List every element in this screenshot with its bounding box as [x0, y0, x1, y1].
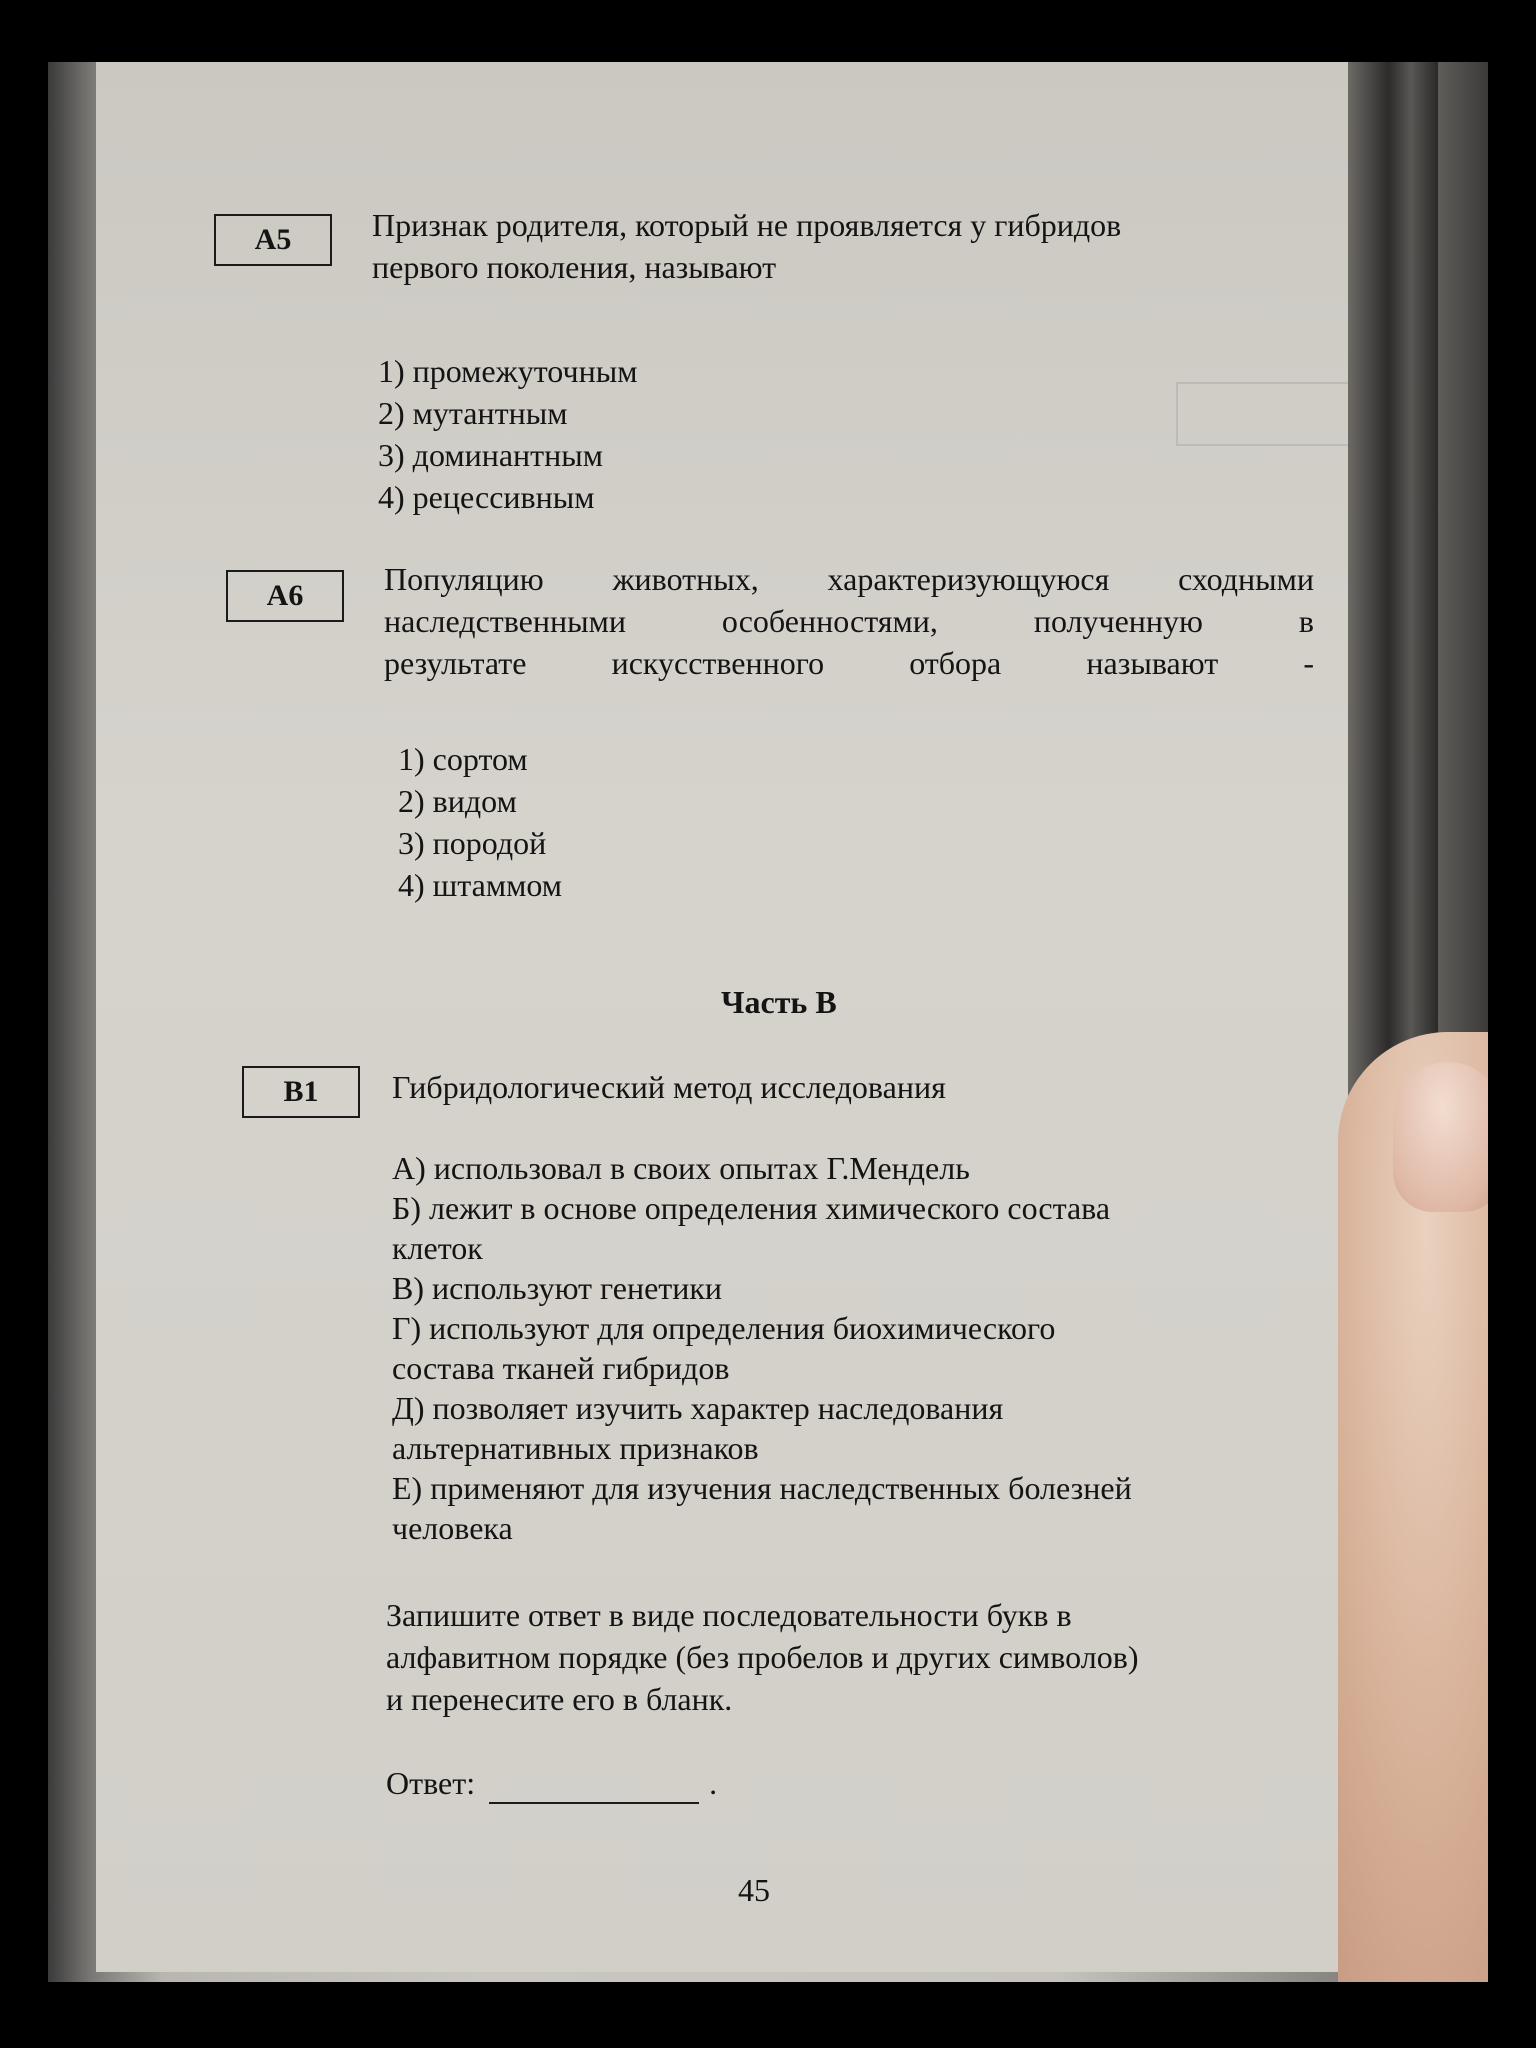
book-page [96, 62, 1406, 1972]
option-a5-1: 1) промежуточным [378, 353, 638, 389]
question-a6-line2: наследственными особенностями, полученную в [384, 603, 1314, 639]
question-label-b1: В1 [242, 1066, 360, 1118]
question-a6-options [398, 738, 562, 906]
answer-instruction [386, 1594, 1138, 1720]
question-b1-options [392, 1148, 1132, 1548]
instruction-line1: Запишите ответ в виде последовательности букв в [386, 1597, 1072, 1633]
option-b1-g: Г) используют для определения биохимического [392, 1310, 1056, 1346]
option-a6-3: 3) породой [398, 825, 547, 861]
option-a5-3: 3) доминантным [378, 437, 604, 473]
option-a6-1: 1) сортом [398, 741, 528, 777]
page-number: 45 [738, 1872, 770, 1908]
thumbnail [1393, 1062, 1488, 1212]
question-a6-line1: Популяцию животных, характеризующуюся сходными [384, 561, 1314, 597]
option-a6-4: 4) штаммом [398, 867, 563, 903]
question-a6-text [384, 558, 1314, 684]
question-a5-options [378, 350, 637, 518]
answer-label: Ответ: [386, 1765, 476, 1801]
option-b1-a: А) использовал в своих опытах Г.Мендель [392, 1150, 970, 1186]
instruction-line3: и перенесите его в бланк. [386, 1681, 733, 1717]
answer-blank-line [489, 1772, 699, 1804]
photo-background [48, 62, 1488, 1982]
question-label-a5: А5 [214, 214, 332, 266]
option-b1-b: Б) лежит в основе определения химического состава [392, 1190, 1111, 1226]
option-b1-d-cont: альтернативных признаков [392, 1430, 759, 1466]
part-b-title: Часть В [721, 984, 837, 1020]
option-b1-g-cont: состава тканей гибридов [392, 1350, 730, 1386]
question-a5-line2: первого поколения, называют [372, 249, 777, 285]
question-a6-line3: результате искусственного отбора называют - [384, 645, 1314, 681]
answer-row [386, 1762, 717, 1804]
question-label-a6: А6 [226, 570, 344, 622]
option-a5-4: 4) рецессивным [378, 479, 595, 515]
question-b1-text: Гибридологический метод исследования [392, 1069, 946, 1105]
instruction-line2: алфавитном порядке (без пробелов и других символов) [386, 1639, 1139, 1675]
option-b1-e: Е) применяют для изучения наследственных болезней [392, 1470, 1132, 1506]
option-b1-d: Д) позволяет изучить характер наследования [392, 1390, 1004, 1426]
question-a5-text [372, 204, 1332, 288]
option-a5-2: 2) мутантным [378, 395, 568, 431]
answer-period: . [709, 1765, 718, 1801]
question-a5-line1: Признак родителя, который не проявляется у гибридов [372, 207, 1122, 243]
option-a6-2: 2) видом [398, 783, 517, 819]
option-b1-e-cont: человека [392, 1510, 513, 1546]
option-b1-v: В) используют генетики [392, 1270, 723, 1306]
option-b1-b-cont: клеток [392, 1230, 483, 1266]
